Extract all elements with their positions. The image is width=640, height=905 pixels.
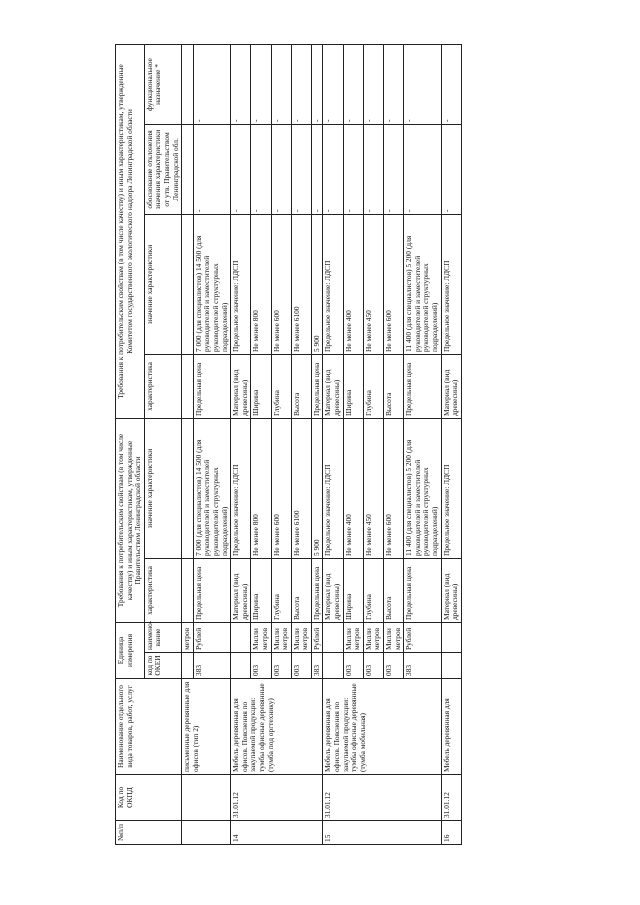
- cell-justification: -: [404, 125, 441, 215]
- cell-function: -: [384, 44, 404, 124]
- header-com-char: характеристика: [144, 355, 181, 419]
- rotated-table-container: [115, 45, 570, 845]
- cell-unit-name: Рублей: [193, 623, 230, 653]
- cell-com-char: Материал (вид древесины): [441, 355, 461, 419]
- cell-gov-value: Не менее 6100: [291, 419, 311, 559]
- cell-com-value: [182, 215, 194, 355]
- cell-function: -: [363, 44, 383, 124]
- cell-unit-code: [441, 653, 461, 679]
- cell-okpd: [182, 775, 231, 821]
- cell-num: 15: [323, 821, 441, 845]
- cell-function: -: [193, 44, 230, 124]
- table-body: [182, 44, 462, 844]
- cell-unit-name: [441, 623, 461, 653]
- cell-justification: [182, 125, 194, 215]
- header-gov-char: характеристика: [144, 559, 181, 623]
- cell-unit-code: 003: [363, 653, 383, 679]
- cell-gov-char: Материал (вид древесины): [323, 559, 343, 623]
- cell-justification: -: [193, 125, 230, 215]
- cell-com-value: Предельное значение: ЛДСП: [323, 215, 343, 355]
- cell-com-value: Не менее 600: [271, 215, 291, 355]
- cell-unit-code: 383: [311, 653, 323, 679]
- cell-gov-value: Не менее 600: [384, 419, 404, 559]
- cell-com-value: Не менее 400: [343, 215, 363, 355]
- cell-unit-code: 003: [251, 653, 271, 679]
- header-okpd: Код по ОКПД: [116, 775, 182, 821]
- cell-name: Мебель деревянная для офисов. Пояснения по закупаемой продукции: тумбы офисные деревянные (тумба мобильная): [323, 679, 441, 775]
- cell-function: -: [343, 44, 363, 124]
- cell-justification: -: [441, 125, 461, 215]
- header-unit-code: код по ОКЕИ: [144, 653, 181, 679]
- cell-unit-code: 383: [193, 653, 230, 679]
- cell-gov-value: [182, 419, 194, 559]
- cell-function: [182, 44, 194, 124]
- header-row-1: [116, 44, 145, 844]
- cell-unit-code: 003: [343, 653, 363, 679]
- cell-gov-value: Предельное значение: ЛДСП: [231, 419, 251, 559]
- cell-unit-name: Рублей: [311, 623, 323, 653]
- cell-function: -: [404, 44, 441, 124]
- cell-unit-code: 383: [404, 653, 441, 679]
- cell-num: [182, 821, 231, 845]
- cell-unit-name: Милли метров: [291, 623, 311, 653]
- cell-num: 16: [441, 821, 461, 845]
- cell-com-char: Материал (вид древесины): [323, 355, 343, 419]
- cell-gov-char: Предельная цена: [193, 559, 230, 623]
- cell-justification: -: [343, 125, 363, 215]
- cell-gov-char: Высота: [384, 559, 404, 623]
- cell-gov-char: Ширина: [251, 559, 271, 623]
- cell-unit-name: [231, 623, 251, 653]
- cell-gov-value: Предельное значение: ЛДСП: [323, 419, 343, 559]
- cell-com-value: Не менее 800: [251, 215, 271, 355]
- cell-function: -: [231, 44, 251, 124]
- cell-okpd: 31.01.12: [323, 775, 441, 821]
- cell-unit-name: Рублей: [404, 623, 441, 653]
- table-row: [323, 44, 343, 844]
- cell-com-value: 5 900: [311, 215, 323, 355]
- cell-justification: -: [271, 125, 291, 215]
- cell-com-char: Ширина: [343, 355, 363, 419]
- cell-function: -: [251, 44, 271, 124]
- cell-justification: -: [323, 125, 343, 215]
- cell-function: -: [323, 44, 343, 124]
- cell-com-char: Предельная цена: [404, 355, 441, 419]
- header-unit-name: наимено-вание: [144, 623, 181, 653]
- cell-gov-char: Материал (вид древесины): [231, 559, 251, 623]
- cell-function: -: [271, 44, 291, 124]
- cell-gov-char: Глубина: [271, 559, 291, 623]
- cell-com-value: Предельное значение: ЛДСП: [231, 215, 251, 355]
- table-row: [182, 44, 194, 844]
- cell-unit-code: 003: [271, 653, 291, 679]
- cell-com-value: Не менее 6100: [291, 215, 311, 355]
- header-com-value: значение характеристики: [144, 215, 181, 355]
- cell-com-char: Материал (вид древесины): [231, 355, 251, 419]
- header-justification: обоснование отклонения значения характеристики от утв. Правительством Ленинградской обл.: [144, 125, 181, 215]
- cell-gov-value: Предельное значение: ЛДСП: [441, 419, 461, 559]
- cell-com-char: Предельная цена: [193, 355, 230, 419]
- cell-gov-value: 5 900: [311, 419, 323, 559]
- cell-com-char: Высота: [291, 355, 311, 419]
- cell-com-char: Ширина: [251, 355, 271, 419]
- cell-com-char: Предельная цена: [311, 355, 323, 419]
- header-unit: Единица измерения: [116, 623, 145, 679]
- cell-unit-code: [182, 653, 194, 679]
- cell-justification: -: [384, 125, 404, 215]
- cell-com-value: 7 000 (для специалистов) 14 500 (для руководителей и заместителей руководителей структурных подразделений): [193, 215, 230, 355]
- cell-gov-char: Глубина: [363, 559, 383, 623]
- cell-com-value: Предельное значение: ЛДСП: [441, 215, 461, 355]
- cell-justification: -: [311, 125, 323, 215]
- cell-name: письменные деревянные для офисов (тип 2): [182, 679, 231, 775]
- cell-gov-value: Не менее 450: [363, 419, 383, 559]
- cell-gov-char: Ширина: [343, 559, 363, 623]
- cell-unit-code: 003: [291, 653, 311, 679]
- cell-gov-value: 7 000 (для специалистов) 14 500 (для руководителей и заместителей руководителей структурных подразделений): [193, 419, 230, 559]
- cell-function: -: [441, 44, 461, 124]
- cell-gov-char: Материал (вид древесины): [441, 559, 461, 623]
- cell-gov-char: Предельная цена: [404, 559, 441, 623]
- cell-gov-value: 11 400 (для специалистов) 5 200 (для руководителей и заместителей руководителей структурных подразделений): [404, 419, 441, 559]
- requirements-table: [115, 44, 462, 845]
- header-committee-req: Требования к потребительским свойствам (в том числе качеству) и иным характеристикам, утвержденные Комитетом государственного экологического надзора Ленинградской области: [116, 44, 145, 418]
- cell-unit-code: [323, 653, 343, 679]
- cell-function: -: [311, 44, 323, 124]
- cell-gov-value: Не менее 600: [271, 419, 291, 559]
- cell-com-value: Не менее 450: [363, 215, 383, 355]
- cell-com-char: Глубина: [363, 355, 383, 419]
- cell-unit-name: Милли метров: [363, 623, 383, 653]
- cell-com-char: [182, 355, 194, 419]
- header-function: функциональное назначение *: [144, 44, 181, 124]
- cell-justification: -: [363, 125, 383, 215]
- cell-justification: -: [291, 125, 311, 215]
- cell-unit-name: [323, 623, 343, 653]
- cell-unit-name: Милли метров: [271, 623, 291, 653]
- cell-gov-char: Высота: [291, 559, 311, 623]
- cell-name: Мебель деревянная для: [441, 679, 461, 775]
- cell-justification: -: [231, 125, 251, 215]
- table-row: [441, 44, 461, 844]
- cell-gov-value: Не менее 400: [343, 419, 363, 559]
- cell-function: -: [291, 44, 311, 124]
- cell-com-char: Высота: [384, 355, 404, 419]
- cell-unit-code: 003: [384, 653, 404, 679]
- cell-com-value: Не менее 600: [384, 215, 404, 355]
- cell-okpd: 31.01.12: [441, 775, 461, 821]
- cell-gov-char: Предельная цена: [311, 559, 323, 623]
- header-gov-req: Требования к потребительским свойствам (в том числе качеству) и иным характеристикам, утвержденные Правительством Ленинградской области: [116, 419, 145, 623]
- cell-com-char: Глубина: [271, 355, 291, 419]
- cell-gov-value: Не менее 800: [251, 419, 271, 559]
- table-row: [231, 44, 251, 844]
- cell-unit-name: Милли метров: [251, 623, 271, 653]
- cell-unit-code: [231, 653, 251, 679]
- cell-name: Мебель деревянная для офисов. Пояснения по закупаемой продукции: тумбы офисные деревянные (тумба под оргтехнику): [231, 679, 323, 775]
- header-name: Наименование отдельного вида товаров, работ, услуг: [116, 679, 182, 775]
- cell-num: 14: [231, 821, 323, 845]
- cell-gov-char: [182, 559, 194, 623]
- cell-unit-name: Милли метров: [343, 623, 363, 653]
- cell-justification: -: [251, 125, 271, 215]
- cell-unit-name: метров: [182, 623, 194, 653]
- cell-com-value: 11 400 (для специалистов) 5 200 (для руководителей и заместителей руководителей структурных подразделений): [404, 215, 441, 355]
- cell-okpd: 31.01.12: [231, 775, 323, 821]
- header-num: №п/п: [116, 821, 182, 845]
- header-gov-value: значение характеристики: [144, 419, 181, 559]
- cell-unit-name: Милли метров: [384, 623, 404, 653]
